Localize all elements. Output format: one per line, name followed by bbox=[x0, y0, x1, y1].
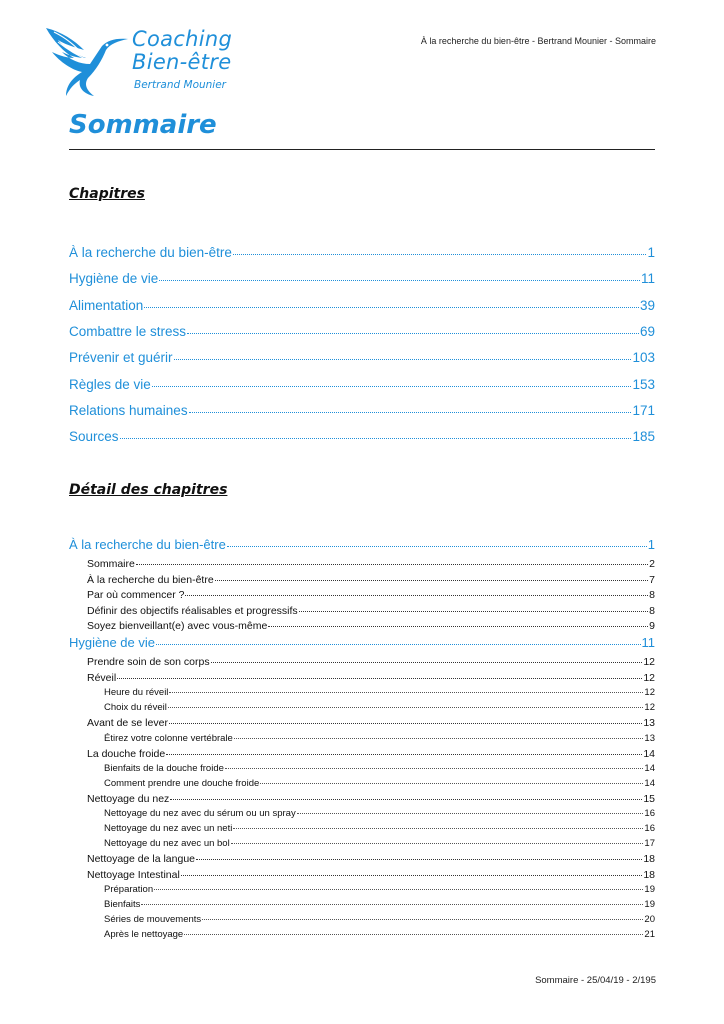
toc-entry-page[interactable]: 20 bbox=[644, 914, 655, 926]
toc-entry-title[interactable]: Définir des objectifs réalisables et progressifs bbox=[87, 604, 298, 617]
toc-entry-page[interactable]: 2 bbox=[649, 558, 655, 571]
dot-leader bbox=[169, 714, 642, 724]
dot-leader bbox=[184, 926, 643, 936]
toc-entry-page[interactable]: 15 bbox=[643, 792, 655, 805]
toc-entry-title[interactable]: Relations humaines bbox=[69, 402, 188, 418]
toc-entry-title[interactable]: Prendre soin de son corps bbox=[87, 656, 210, 669]
logo-author: Bertrand Mounier bbox=[134, 79, 226, 91]
toc-entry-page[interactable]: 11 bbox=[640, 271, 655, 287]
toc-entry-page[interactable]: 13 bbox=[644, 732, 655, 744]
toc-entry-page[interactable]: 12 bbox=[644, 687, 655, 699]
toc-entry-title[interactable]: Combattre le stress bbox=[69, 324, 187, 340]
toc-entry-title[interactable]: Avant de se lever bbox=[87, 717, 168, 730]
dot-leader bbox=[187, 321, 639, 334]
dot-leader bbox=[136, 555, 648, 565]
logo-line-2: Bien-être bbox=[132, 50, 232, 74]
toc-entry-page[interactable]: 9 bbox=[649, 620, 655, 632]
toc-entry[interactable] bbox=[69, 928, 655, 943]
toc-entry-page[interactable]: 69 bbox=[639, 324, 655, 340]
toc-entry-title[interactable]: Règles de vie bbox=[69, 376, 151, 392]
toc-entry-title[interactable]: Alimentation bbox=[69, 297, 144, 313]
toc-entry-title[interactable]: Nettoyage du nez avec un bol bbox=[104, 838, 230, 850]
dot-leader bbox=[174, 347, 632, 360]
dot-leader bbox=[231, 835, 644, 845]
toc-entry[interactable] bbox=[69, 270, 655, 296]
dot-leader bbox=[215, 570, 649, 580]
toc-entry-page[interactable]: 12 bbox=[644, 702, 655, 714]
toc-entry-title[interactable]: Nettoyage du nez avec du sérum ou un spray bbox=[104, 808, 296, 820]
toc-entry-title[interactable]: Prévenir et guérir bbox=[69, 350, 173, 366]
section-heading-chapitres: Chapitres bbox=[69, 186, 145, 202]
toc-entry-page[interactable]: 12 bbox=[643, 671, 655, 684]
toc-entry-title[interactable]: Après le nettoyage bbox=[104, 929, 184, 941]
toc-entry-page[interactable]: 39 bbox=[639, 297, 655, 313]
toc-entry[interactable] bbox=[69, 323, 655, 349]
toc-entry-title[interactable]: Par où commencer ? bbox=[87, 589, 185, 602]
dot-leader bbox=[234, 729, 644, 739]
toc-entry-page[interactable]: 12 bbox=[643, 656, 655, 669]
toc-entry-title[interactable]: Hygiène de vie bbox=[69, 634, 155, 650]
dot-leader bbox=[299, 601, 648, 611]
dot-leader bbox=[117, 668, 642, 678]
toc-entry[interactable] bbox=[69, 402, 655, 428]
toc-entry-title[interactable]: Préparation bbox=[104, 884, 154, 896]
dot-leader bbox=[233, 242, 647, 255]
toc-detail bbox=[69, 536, 655, 943]
toc-entry-title[interactable]: Sommaire bbox=[87, 558, 135, 571]
toc-entry[interactable] bbox=[69, 536, 655, 557]
toc-entry-title[interactable]: Comment prendre une douche froide bbox=[104, 778, 260, 790]
toc-entry-page[interactable]: 14 bbox=[644, 778, 655, 790]
toc-entry[interactable] bbox=[69, 375, 655, 401]
dot-leader bbox=[185, 586, 648, 596]
dot-leader bbox=[156, 632, 641, 645]
toc-entry-page[interactable]: 1 bbox=[647, 536, 655, 552]
toc-entry-page[interactable]: 16 bbox=[644, 808, 655, 820]
toc-entry-page[interactable]: 103 bbox=[632, 350, 655, 366]
dot-leader bbox=[225, 760, 644, 770]
dot-leader bbox=[202, 911, 643, 921]
toc-entry-page[interactable]: 19 bbox=[644, 884, 655, 896]
header-meta: À la recherche du bien-être - Bertrand Mounier - Sommaire bbox=[420, 36, 656, 46]
toc-entry-page[interactable]: 21 bbox=[644, 929, 655, 941]
toc-entry-title[interactable]: À la recherche du bien-être bbox=[69, 536, 226, 552]
hummingbird-icon bbox=[44, 26, 134, 102]
dot-leader bbox=[268, 617, 648, 627]
toc-entry[interactable] bbox=[69, 244, 655, 270]
toc-entry-title[interactable]: Soyez bienveillant(e) avec vous-même bbox=[87, 620, 268, 632]
dot-leader bbox=[260, 775, 643, 785]
toc-entry-title[interactable]: Réveil bbox=[87, 671, 117, 684]
toc-entry-page[interactable]: 1 bbox=[647, 245, 655, 261]
toc-entry-page[interactable]: 18 bbox=[643, 868, 655, 881]
dot-leader bbox=[169, 684, 643, 694]
toc-entry-page[interactable]: 171 bbox=[632, 402, 655, 418]
dot-leader bbox=[152, 373, 632, 386]
logo-line-1: Coaching bbox=[132, 27, 233, 51]
toc-entry[interactable] bbox=[69, 634, 655, 655]
toc-entry-page[interactable]: 11 bbox=[641, 634, 655, 650]
dot-leader bbox=[227, 534, 647, 547]
toc-entry-title[interactable]: Bienfaits de la douche froide bbox=[104, 763, 224, 775]
toc-entry-title[interactable]: Choix du réveil bbox=[104, 702, 167, 714]
toc-entry-title[interactable]: À la recherche du bien-être bbox=[87, 573, 214, 586]
page-title: Sommaire bbox=[69, 110, 217, 140]
dot-leader bbox=[170, 790, 642, 800]
toc-entry-title[interactable]: Nettoyage de la langue bbox=[87, 853, 195, 866]
dot-leader bbox=[297, 805, 644, 815]
toc-entry-page[interactable]: 16 bbox=[644, 823, 655, 835]
logo bbox=[44, 26, 244, 102]
toc-entry-title[interactable]: Heure du réveil bbox=[104, 687, 169, 699]
dot-leader bbox=[168, 699, 644, 709]
toc-entry-page[interactable]: 14 bbox=[644, 763, 655, 775]
toc-chapitres bbox=[69, 244, 655, 454]
toc-entry-title[interactable]: Séries de mouvements bbox=[104, 914, 202, 926]
dot-leader bbox=[159, 268, 640, 281]
toc-entry-title[interactable]: Bienfaits bbox=[104, 899, 141, 911]
dot-leader bbox=[211, 653, 643, 663]
toc-entry-page[interactable]: 18 bbox=[643, 853, 655, 866]
title-divider bbox=[69, 149, 655, 150]
toc-entry[interactable] bbox=[69, 349, 655, 375]
dot-leader bbox=[189, 400, 632, 413]
section-heading-detail: Détail des chapitres bbox=[69, 482, 228, 498]
toc-entry-title[interactable]: Nettoyage du nez bbox=[87, 792, 170, 805]
logo-text bbox=[132, 28, 232, 91]
dot-leader bbox=[154, 881, 643, 891]
toc-entry-title[interactable]: À la recherche du bien-être bbox=[69, 245, 232, 261]
toc-entry-title[interactable]: Étirez votre colonne vertébrale bbox=[104, 732, 233, 744]
toc-entry-page[interactable]: 17 bbox=[644, 838, 655, 850]
toc-entry-page[interactable]: 185 bbox=[632, 429, 655, 445]
dot-leader bbox=[181, 865, 643, 875]
dot-leader bbox=[141, 896, 643, 906]
toc-entry[interactable] bbox=[69, 428, 655, 454]
toc-entry-title[interactable]: Sources bbox=[69, 429, 119, 445]
toc-entry-page[interactable]: 13 bbox=[643, 717, 655, 730]
dot-leader bbox=[120, 426, 632, 439]
toc-entry-page[interactable]: 8 bbox=[649, 604, 655, 617]
toc-entry-page[interactable]: 7 bbox=[649, 573, 655, 586]
toc-entry-title[interactable]: Nettoyage du nez avec un neti bbox=[104, 823, 233, 835]
toc-entry-title[interactable]: La douche froide bbox=[87, 747, 166, 760]
dot-leader bbox=[196, 850, 642, 860]
dot-leader bbox=[144, 295, 639, 308]
toc-entry-title[interactable]: Nettoyage Intestinal bbox=[87, 868, 180, 881]
toc-entry-page[interactable]: 19 bbox=[644, 899, 655, 911]
toc-entry-page[interactable]: 14 bbox=[643, 747, 655, 760]
dot-leader bbox=[166, 744, 642, 754]
toc-entry-page[interactable]: 8 bbox=[649, 589, 655, 602]
toc-entry-title[interactable]: Hygiène de vie bbox=[69, 271, 159, 287]
toc-entry[interactable] bbox=[69, 297, 655, 323]
dot-leader bbox=[233, 820, 643, 830]
page-footer: Sommaire - 25/04/19 - 2/195 bbox=[535, 975, 656, 986]
toc-entry-page[interactable]: 153 bbox=[632, 376, 655, 392]
